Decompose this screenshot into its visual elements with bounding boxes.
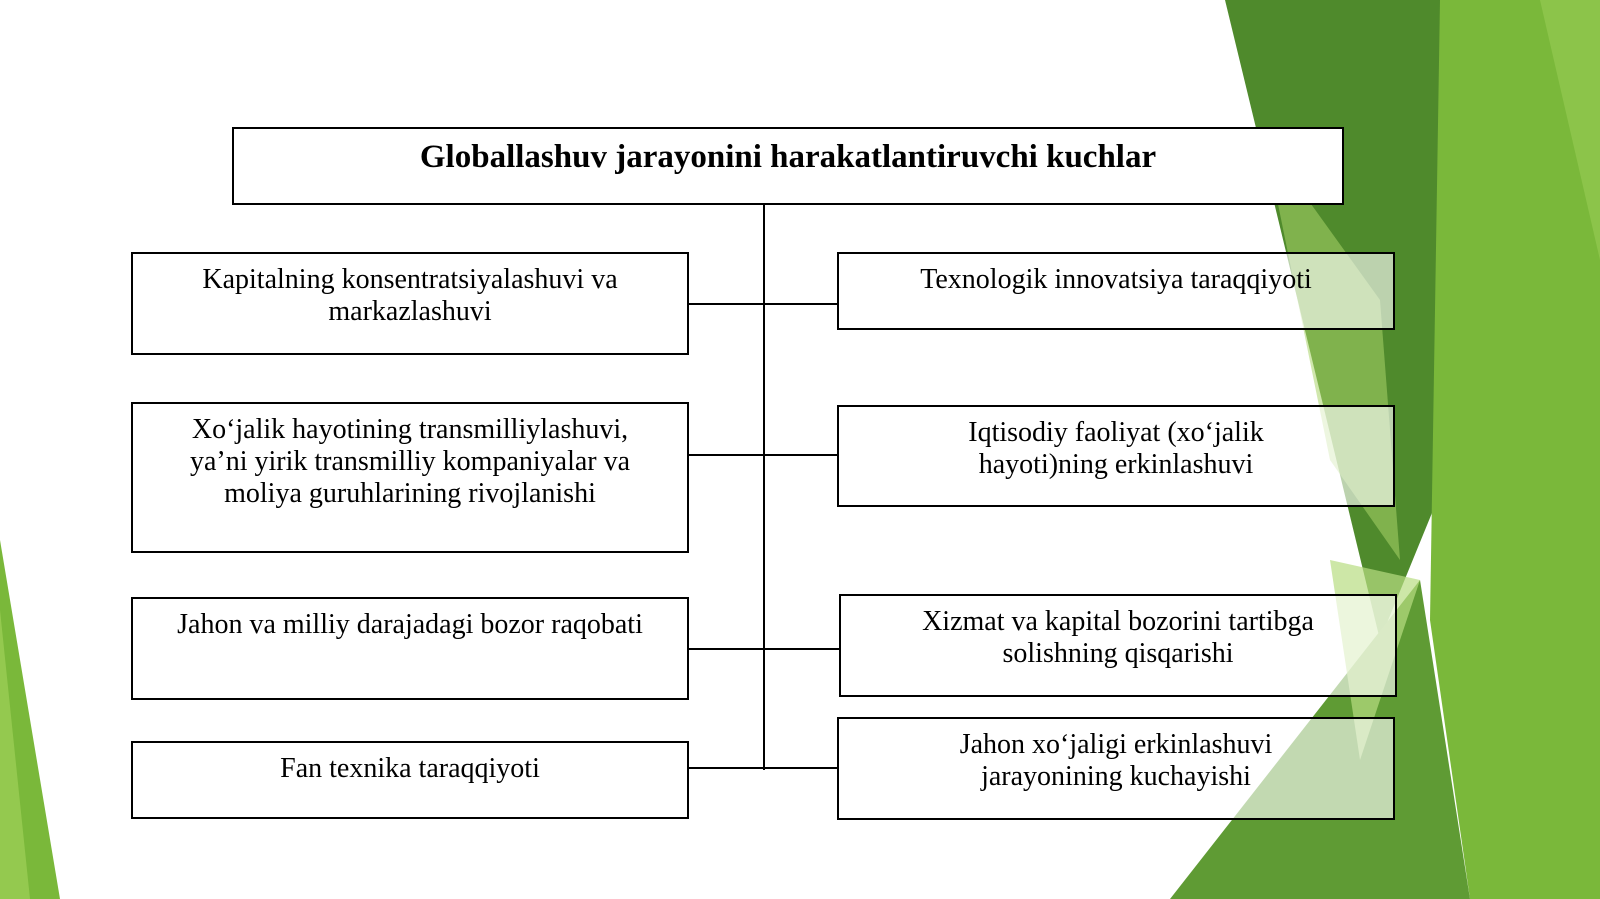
right-box-3: Xizmat va kapital bozorini tartibga solishning qisqarishi <box>839 594 1397 697</box>
right-box-1: Texnologik innovatsiya taraqqiyoti <box>837 252 1395 330</box>
left-box-2: Xo‘jalik hayotining transmilliylashuvi, ya’ni yirik transmilliy kompaniyalar va moliya guruhlarining rivojlanishi <box>131 402 689 553</box>
diagram-title: Globallashuv jarayonini harakatlantiruvchi kuchlar <box>232 127 1344 205</box>
left-box-1: Kapitalning konsentratsiyalashuvi va markazlashuvi <box>131 252 689 355</box>
right-box-2: Iqtisodiy faoliyat (xo‘jalik hayoti)ning erkinlashuvi <box>837 405 1395 507</box>
left-box-4: Fan texnika taraqqiyoti <box>131 741 689 819</box>
right-box-4: Jahon xo‘jaligi erkinlashuvi jarayonining kuchayishi <box>837 717 1395 820</box>
left-box-3: Jahon va milliy darajadagi bozor raqobati <box>131 597 689 700</box>
